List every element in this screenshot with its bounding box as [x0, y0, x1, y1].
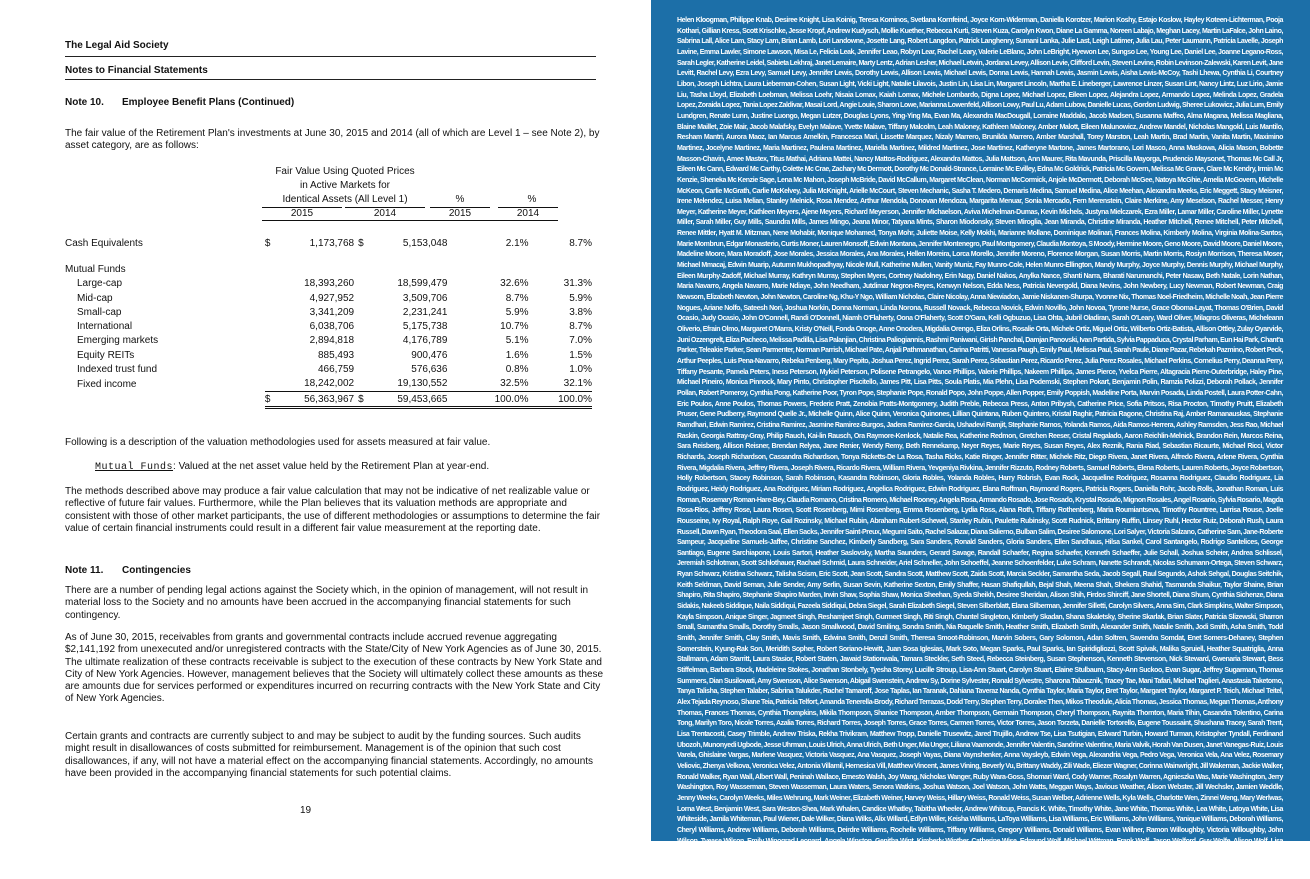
value-2015: 885,493: [317, 349, 355, 361]
value-2014: 4,176,789: [402, 335, 448, 347]
note11-paragraph-3: Certain grants and contracts are currently subject to and may be subject to audit by the funding sources. Such audits might result in disallowances of costs submitted for reimbursement. Management is of the opinion that such cost disallowances, if any, will not have a material effect on the accompanying financial statements. Accordingly, no amounts have been provided in the accompanying financial statements for such potential claims.: [65, 731, 594, 779]
value-2015: 18,242,002: [304, 378, 355, 390]
pct-2014: 32.1%: [563, 378, 592, 390]
note11-paragraph-2: As of June 30, 2015, receivables from grants and governmental contracts include accrued revenue aggregating $2,141,192 from unexecuted and/or unregistered contracts with the State/City of New York Agencies as of June 30, 2015. The ultimate realization of these contracts receivable is subject to the execution of these contracts by New York State and City of New York Agencies. However, management believes that the Society will ultimately collect these amounts as these are amounts due for services performed or expenditures incurred on recurring contracts with the New York State and City of New York Agencies.: [65, 632, 604, 705]
note11-paragraph-1: There are a number of pending legal actions against the Society which, in the opinion of management, will not result in material loss to the Society and no amounts have been accrued in the accompanying financial statements for such contingency.: [65, 585, 589, 621]
table-row: [65, 291, 592, 305]
total-pct-2014: 100.0%: [529, 391, 592, 407]
pct-2014: 7.0%: [569, 335, 592, 347]
value-2014: 2,231,241: [402, 306, 448, 318]
cash-pct-2015: 2.1%: [505, 237, 529, 249]
value-2015: 3,341,209: [309, 306, 355, 318]
pct-2015: 10.7%: [500, 321, 529, 333]
row-label: Equity REITs: [77, 349, 135, 361]
pct-2015: 5.9%: [505, 306, 529, 318]
table-row: [65, 236, 592, 250]
mutual-funds-text: : Valued at the net asset value held by the Retirement Plan at year-end.: [173, 461, 490, 472]
fair-value-header-line2: in Active Markets for: [299, 180, 391, 191]
row-label: Indexed trust fund: [77, 364, 158, 376]
table-row: [65, 277, 592, 291]
table-row: [65, 348, 592, 362]
mutual-funds-term: Mutual Funds: [95, 462, 174, 473]
value-2014: 18,599,479: [397, 278, 448, 290]
fair-value-table: [65, 236, 592, 409]
cash-label: Cash Equivalents: [65, 237, 143, 249]
table-row: [65, 334, 592, 348]
pct-header-2015: %: [455, 194, 465, 205]
currency-symbol: $: [264, 237, 271, 249]
cash-2015: 1,173,768: [309, 237, 355, 249]
fair-value-header-line3: Identical Assets (All Level 1): [282, 194, 408, 205]
row-label: International: [77, 321, 133, 333]
page-number: 19: [300, 805, 312, 816]
value-2015: 6,038,706: [309, 321, 355, 333]
organization-name: The Legal Aid Society: [65, 40, 169, 51]
section-title: Notes to Financial Statements: [65, 65, 208, 76]
total-2014: 59,453,665: [370, 391, 451, 407]
note11-number: Note 11.: [65, 565, 104, 576]
note10-number: Note 10.: [65, 97, 104, 108]
pct-2014: 1.0%: [569, 364, 592, 376]
pct-2015: 8.7%: [505, 292, 529, 304]
cash-pct-2014: 8.7%: [569, 237, 592, 249]
pct-2014: 5.9%: [569, 292, 592, 304]
value-2014: 19,130,552: [397, 378, 448, 390]
fair-value-header-line1: Fair Value Using Quoted Prices: [275, 166, 415, 177]
table-row: [65, 362, 592, 376]
row-label: Fixed income: [77, 378, 137, 390]
year-header-2015: 2015: [262, 207, 342, 219]
year-header-2014: 2014: [345, 207, 425, 219]
pct-2014: 31.3%: [563, 278, 592, 290]
value-2014: 5,175,738: [402, 321, 448, 333]
section-divider: [65, 79, 596, 80]
value-2015: 18,393,260: [304, 278, 355, 290]
note11-heading: [65, 565, 191, 576]
row-label: Small-cap: [77, 306, 122, 318]
mutual-funds-label: Mutual Funds: [65, 263, 126, 275]
total-2015: 56,363,967: [277, 391, 358, 407]
table-row: [65, 319, 592, 333]
pct-2015: 32.5%: [500, 378, 529, 390]
row-label: Large-cap: [77, 278, 123, 290]
pct-year-header-2015: 2015: [430, 207, 490, 219]
financial-notes-page: [0, 0, 648, 841]
note10-title: Employee Benefit Plans (Continued): [122, 97, 295, 108]
pct-header-2014: %: [527, 194, 537, 205]
valuation-intro: Following is a description of the valuation methodologies used for assets measured at fair value.: [65, 437, 491, 448]
value-2014: 3,509,706: [402, 292, 448, 304]
note11-title: Contingencies: [122, 565, 191, 576]
total-pct-2015: 100.0%: [451, 391, 528, 407]
cash-2014: 5,153,048: [402, 237, 448, 249]
table-row: [65, 305, 592, 319]
value-2015: 2,894,818: [309, 335, 355, 347]
currency-symbol: $: [358, 237, 364, 249]
header-divider: [65, 56, 596, 57]
pct-2014: 3.8%: [569, 306, 592, 318]
pct-2015: 1.6%: [505, 349, 529, 361]
row-label: Mid-cap: [77, 292, 113, 304]
table-row: [65, 262, 592, 276]
note10-intro: The fair value of the Retirement Plan's investments at June 30, 2015 and 2014 (all of which are Level 1 – see Note 2), by asset category, are as follows:: [65, 128, 600, 152]
table-row: [65, 377, 592, 392]
pct-2014: 8.7%: [569, 321, 592, 333]
staff-names-panel: [651, 0, 1310, 877]
pct-2015: 32.6%: [500, 278, 529, 290]
value-2014: 900,476: [411, 349, 448, 361]
value-2015: 466,759: [317, 364, 355, 376]
mutual-funds-definition: [95, 461, 605, 474]
header-underline: [262, 220, 558, 221]
currency-symbol: $: [265, 391, 277, 407]
staff-names-list: Helen Kloogman, Philippe Knab, Desiree Knight, Lisa Koinig, Teresa Kominos, Svetlana Kornfeind, Joyce Korn-Widerman, Daniella Korotzer, Marion Koshy, Estajo Koslow, Hayley Koteen-Lichterman, Pooja Kothari, Gillian Kress, Scott Krischke, Jesse Kropf, Andrew Kudysch, Mollie Kuether, Rebecca Kurti, Steven Kuza, Carolyn Kwon, Diane La Gamma, Noreen Labajo, Meghan Lacey, Martin LaFalce, John Laino, Sabrina Lall, Alice Lam, Stacy Lam, Brian Lamb, Lori Landowne, Josette Lang, Robert Langdon, Patrick Langhenry, Sumani Lanka, Julie Last, Leigh Latimer, Julia Lau, Peter Laumann, Patricia Lavelle, Joseph Lavine, Emma Lawler, Simone Lawson, Misa Le, Felicia Leak, Jennifer Leao, Robyn Lear, Rachel Leary, Valerie LeBlanc, John LeBright, Hyewon Lee, Sungso Lee, Young Lee, Daniel Lee, Joanne Legano-Ross, Sarah Legler, Katherine Leidel, Sabieta Lekhraj, Janet Lemaire, Marty Lentz, Adrian Lesher, Michael Letwin, Jordana Levey, Allison Levie, Clifford Levin, Steven Levine, Robin Levinson-Zalewski, Karen Levit, Jane Levitt, Rachel Levy, Ezra Levy, Samuel Levy, Jennifer Lewis, Dorothy Lewis, Allison Lewis, Michael Lewis, Donna Lewis, Hannah Lewis, Jasmin Lewis, Aisha Lewis-McCoy, Tashi Lhewa, Cynthia Li, Courtney Libon, Joseph Lichtra, Laura Lieberman-Cohen, Susan Light, Vicki Light, Natalie Lilavois, Justin Lin, Lisa Lin, Margaret Lincoln, Martha E. Lineberger, Lawrence Linzer, Susan Lint, Nancy Lintz, Luz Lirio, Jamie Liu, Tasha Lloyd, Elizabeth Loebman, Melissa Loehr, Nisaia Lomax, Kaiah Lomax, Michele Lombardo, Digna Lopez, Michael Lopez, Eileen Lopez, Alejandra Lopez, Armando Lopez, Melinda Lopez, Gradela Lopez, Zoraida Lopez, Tania Lopez Zaldivar, Masai Lord, Angie Louie, Sharon Lowe, Marianna Lowenfeld, Allison Lowy, Paul Lu, Adam Lubow, Danielle Lucas, Gordon Ludwig, Sheree Lukowicz, Julia Lum, Emily Lundgren, Renate Lunn, Justine Luongo, Megan Lutzer, Douglas Lyons, Ying-Ying Ma, Evan Ma, Alexandra MacDougall, Lorraine Maddalo, Jacob Madsen, Susanna Maffeo, Alma Magana, Melissa Magliana, Blaine Maillet, Zoie Mair, Jacob Malafsky, Evelyn Malave, Yvette Malave, Tiffany Malcolm, Leah Maloney, Kathleen Maloney, Amber Malott, Eileen Malunowicz, Andrew Mandel, Nicholas Mangold, Luis Mantilo, Resham Mantri, Aurora Maoz, Ian Marcus Amelkin, Francesca Mari, Lissette Marquez, Nizaly Marrero, Brunilda Marrero, Amber Marshall, Torey Marston, Leah Martin, Brad Martin, Vanita Martin, Maximino Martinez, Jocelyne Martinez, Maria Martinez, Paulena Martinez, Mariella Martinez, Mildred Martinez, Jose Martinez, Katheryne Martone, James Martorano, Lori Masco, Anna Maskowa, Alicia Mason, Bobette Masson-Chavin, Amee Mastex, Titus Mathai, Adriana Mattei, Nancy Mattos-Rodriguez, Alexandra Mattos, Julia Mattson, Ann Maurer, Rita Mavunda, Priscilla Mayorga, Prudencio Maysonet, Thomas Mc Call Jr, Eileen Mc Cann, Edward Mc Carthy, Colette Mc Crae, Zachary Mc Dermott, Dorothy Mc Donald-Strance, Lorraine Mc Evilley, Edna Mc Goldrick, Patricia Mc Govern, Melissa Mc Grane, Clare Mc Kendry, Irmin Mc Kenzie, Sheneka Mc Kenzie Sage, Lena Mc Mahon, Joseph McBride, David McCallum, Margaret McClean, Norman McCormick, Anjole McDermott, Deborah McGee, Natoya McGhie, Amelia McGovern, Michelle McKeon, Carlie McGrath, Carlie McKelvey, Julia McKnight, Arielle McCourt, Steven Mechanic, Sasha T. Medero, Demaris Medina, Samuel Medina, Alice Meehan, Alexandra Meeks, Eric Meggett, Stacy Meisner, Irene Melendez, Luisa Melian, Stanley Melnick, Rosa Mendez, Arthur Mendola, Donovan Mendoza, Margarita Menuar, Sonia Mercado, Fern Merenstein, Claire Merkine, Amy Meselson, Rachel Messer, Henry Meyer, Katherine Meyer, Kathleen Meyers, Ajene Meyers, Richard Meyerson, Jennifer Michaelson, Aviva Michelman-Dumas, Kevin Michels, Justyna Mielczarek, Ezra Miller, Lamar Miller, Caroline Miller, Lynette Miller, Sarah Miller, Guy Mills, Saundra Mills, James Mingo, Jeana Minor, Tatyana Mints, Sharon Miodonsky, Steven Miroglia, Jean Miranda, Christine Miranda, Heather Mitchell, Renee Mitchell, Peter Mitchell, Renee Mittler, Hyatt M. Mitzman, Nene Mohabir, Monique Mohamed, Tonya Mohr, Juliette Moise, Kelly Mokhi, Marianne Mollane, Dominique Molinari, Frances Molina, Kimberly Molina, Virginia Molina-Santos, Marie Mombrun, Edgar Monasterio, Curtis Moner, Lauren Monsoff, Edwin Montana, Jennifer Montenegro, Paul Montgomery, Claudia Montoya, S Moody, Hermine Moore, Geno Moore, David Moore, Daniel Moore, Madeline Moore, Mara Moradoff, Jose Morales, Jessica Morales, Ana Morales, Hellen Moreira, Lorca Morello, Jennifer Moreno, Florence Morgan, Susan Morris, Martin Morris, Rosiyn Morrison, Theresa Moser, Michael Mmacaj, Edwin Muarip, Autumn Mukhopadhyay, Nicole Mull, Katherine Mullen, Vanity Muniz, Fay Munro-Cole, Helen Munro-Ellington, Mandy Murphy, Joyce Murphy, Dennis Murphy, Michael Murphy, Eileen Murphy-Zadoff, Michael Murray, Kathryn Murray, Stephen Myers, Cortney Nadolney, Erin Nagy, Daniel Nakos, Anylka Nance, Shanti Narra, Bharati Narumanchi, Peter Nasaw, Beth Natale, Lorin Nathan, Maria Navarro, Angela Navarro, Marie Ndiaye, John Needham, Jutdimar Negron-Reyes, Kenwyn Nelson, Edda Ness, Patricia Nevergold, Diana Nevins, John Newbery, Lucy Newman, Robert Newman, Craig Newsom, Elizabeth Newton, John Newton, Caroline Ng, Khu-Y Ngo, William Nicholas, Claire Nicolay, Anna Niewiadon, Jamie Niskanen-Shurpa, Yvonne Nix, Thomas Noel-Friedheim, Michelle Noah, Jean Pierre Nogues, Ariane Nolfo, Sateesh Nori, Joshua Norkin, Donna Norman, Linda Norona, Russell Novack, Rebecca Novick, Edwin Novillo, John Novoa, Tyrone Nurse, Grace Oboma-Layat, Thomas O'Brien, David Ocasio, Judy Ocasio, John O'Connell, Randi O'Donnell, Niamh O'Flaherty, Oona O'Flaherty, Scott O'Gara, Kelli Ogbuzuo, Lisa Ohta, Jubril Oladiran, Sarah O'Leary, Ward Oliver, Milagros Oliveras, Micheleann Oliverio, Efrain Olmo, Margaret O'Marra, Kristy O'Neill, Fonda Onoge, Anne Onodera, Migdalia Orengo, Eliza Orlins, Rosalie Orta, Michele Ortiz, Miguel Ortiz, Wilberto Ortiz-Batista, Allison Ottley, Zulay Oyarvide, Juni Ozzengrelt, Eliza Pacheco, Melissa Padilla, Lisa Palanjian, Christina Paliogiannis, Rashmi Paniwani, Girish Panchal, Damjan Panovski, Ivan Partida, Sylvia Pappaduca, Crystal Parham, Eun Hai Park, Chant'a Parker, Teleakie Parker, Sean Parmenter, Norman Parrish, Michael Pate, Anjali Pathmanathan, Carina Patritti, Vanessa Paugh, Emily Paul, Melissa Paul, Sarah Paule, Diane Pazar, Rebekah Pazmino, Robert Peck, Arthur Peeples, Luis Pena-Navarro, Rebeka Penberg, Mary Pepito, Joshua Perez, Ingrid Perez, Sarah Perez, Sebastian Perez, Ricardo Perez, Julia Perez Rosales, Michael Perkins, Cornelius Perry, Deanna Perry, Tiffany Pesante, Pamela Peters, Iness Peterson, Mykiel Peterson, Polisene Petrangelo, Vance Phillips, Valerie Phillips, Nakeem Phillips, James Pierce, Yvelca Pierre, Altagracia Pierre-Outerbridge, Haley Pine, Michael Pineiro, Monica Pinnock, Mary Pinto, Christopher Piscitello, James Pitt, Lisa Pitts, Soula Platis, Mia Plehn, Lisa Podemski, Stephen Pokart, Benjamin Polin, Ramzia Polizzi, Deborah Pollack, Jennifer Pollan, Robert Pomeroy, Cynthia Pong, Katherine Poor, Tyron Pope, Stephanie Pope, Ronald Popo, John Poppe, Allen Popper, Emily Poppish, Madeline Porta, Marvin Posada, Linda Postell, Laura Potter-Cahn, Eric Poulos, Anne Poulos, Thomas Powers, Frederic Pratt, Zenobia Pratts-Montgomery, Judith Preble, Rebecca Press, Anton Pribysh, Catherine Price, Sofia Pritsos, Risa Procton, Timothy Pruitt, Elizabeth Pruser, Gene Pudberry, Raymond Quelle Jr., Michelle Quinn, Alice Quinn, Veronica Quinones, Lillian Quintana, Ruben Quintero, Kristal Raghir, Patricia Ragone, Christina Raj, Amber Ramanauskas, Stephanie Ramdhari, Edwin Ramirez, Cristina Ramirez, Jasmine Ramirez-Burgos, Jadera Ramirez-Garcia, Ushadevi Ramjit, Stephanie Ramos, Yolanda Ramos, Aida Ramos-Herrera, Ashley Ramsden, Jess Rao, Michael Raskin, Georgia Rattray-Gray, Philip Rauch, Kai-lin Rausch, Ora Raymore-Kenlock, Natalie Rea, Katherine Redmon, Gretchen Reeser, Cristal Regalado, Aaron Reichlin-Melnick, Brandon Rein, Marcos Reina, Sara Reisberg, Allison Reisner, Brendan Relyea, Jane Renier, Wendy Remy, Beth Rennekamp, Neyer Reyes, Marie Reyes, Susan Reyes, Alex Reznik, Rania Riad, Sebastian Ricaurte, Michael Ricci, Victor Richards, Joseph Richardson, Cassandra Richardson, Tonya Ricketts-De La Rosa, Tasha Ricks, Katie Ringer, Jennifer Ritter, Michele Ritz, Diego Rivera, Janet Rivera, Alfredo Rivera, Arlene Rivera, Cynthia Rivera, Migdalia Rivera, Jeffrey Rivera, Joseph Rivera, Ricardo Rivera, William Rivera, Yevgeniya Rivkina, Jennifer Rizzuto, Rodney Roberts, Samuel Roberts, Elena Roberts, Lauren Roberts, Joyce Robertson, Holly Robertson, Stacey Robinson, Sarah Robinson, Kasandra Robinson, Gloria Robles, Yolanda Robles, Harry Robrish, Evan Rock, Jacqueline Rodriguez, Rosanna Rodriguez, Claudio Rodriguez, Lia Rodriguez, Heidy Rodriguez, Ana Rodriguez, Miriam Rodriguez, Angelica Rodriguez, Edwin Rodriguez, Elana Roffman, Raymond Rogers, Patricia Rogers, Daniella Rohr, Jacob Rolls, Jonathan Roman, Luis Roman, Rosemary Roman-Hare-Bey, Claudia Romano, Cristina Romero, Michael Rooney, Angela Rosa, Armando Rosado, Jose Rosado, Krystal Rosado, Mignon Rosales, Angel Rosario, Sylvia Rosario, Magda Rosa-Rios, Jeffrey Rose, Laura Rosen, Scott Rosenberg, Mimi Rosenberg, Emma Rosenberg, Lydia Ross, Alana Roth, Tiffany Rothenberg, Maria Roumiantseva, Timothy Rountree, Larrisa Rouse, Joelle Rousseine, Ivy Royal, Ralph Roye, Gail Rozinsky, Michael Rubin, Abraham Rubert-Schewel, Stanley Rubin, Paulette Rubinsky, Scott Rudnick, Brittany Ruffin, Linsey Ruhl, Hector Ruiz, Deborah Rush, Laura Russell, Dawn Ryan, Theodora Saal, Ellen Sacks, Jennifer Saint-Preux, Megumi Saito, Rachel Salazar, Diana Salierno, Bulban Salim, Desiree Salomone, Lori Salyer, Victoria Salzano, Catherine Sam, Jane-Roberte Sampeur, Jacqueline Samuels-Jaffee, Christine Sanchez, Kimberly Sandberg, Sara Sanders, Ronald Sanders, Gloria Sanders, Ellen Sandhaus, Hilsa Sankel, Carol Santangelo, Rodrigo Santelices, George Santiago, Eugene Sarchiapone, Louis Sartori, Heather Saslovsky, Martha Saunders, Gerard Savage, Randall Schaefer, Regina Schaefer, Kenneth Schaeffer, Julie Schall, Joshua Scheier, Andrea Schlissel, Jeremiah Schlotman, Scott Schlothauer, Rachael Schmid, Laura Schneider, Ariel Schneller, John Schoeffel, Jeanne Schoenfelder, Luke Schram, Nanette Schrandt, Nicolas Schumann-Ortega, Steven Schwarz, Ryan Schwarz, Kristina Schwarz, Talisha Scism, Eric Scott, Jean Scott, Sandra Scott, Matthew Scott, Zaida Scott, Marcia Seckler, Samantha Seda, Jacob Segall, Raul Segundo, Ashok Sehgal, Douglas Seitchik, Keith Seldman, David Seman, Julie Sender, Amy Serlin, Susan Sevin, Katherine Sexton, Emily Shaffer, Hasan Shafiqullah, Bejal Shah, Meena Shah, Shekera Shahid, Tasmanda Shaikur, Taylor Shaine, Brian Shapiro, Rita Shapiro, Stephanie Shapiro Marden, Irwin Shaw, Sophia Shaw, Monica Sheehan, Syeda Sheikh, Desiree Sheridan, Alison Shih, Firdos Shirciff, Jane Shortell, Diana Shum, Cynthia Sichenze, Diana Sidakis, Nakeeb Siddique, Naila Siddiqui, Fazeela Siddiqui, Debra Siegel, Sarah Elizabeth Siegel, Steven Silberblatt, Elana Silberman, Jennifer Silletti, Carolyn Silvers, Anna Sim, Clark Simpkins, Walter Simpson, Kayla Simpson, Anique Singer, Jagmeet Singh, Reshamjeet Singh, Gurmeet Singh, Riti Singh, Chantel Singleton, Kimberly Skadan, Shana Skaletsky, Sherine Skarlak, Brian Slater, Patricia Slizewski, Sharron Small, Samantha Smalls, Dorothy Smalls, Jason Smallwood, David Smiling, Sondra Smith, Nia Raquelle Smith, Heather Smith, Elizabeth Smith, Alexander Smith, Natalie Smith, Jodi Smith, Asha Smith, Todd Smith, Jennifer Smith, Clay Smith, Mavis Smith, Edwina Smith, Denzil Smith, Theresa Smoot-Robinson, Marvin Sobers, Gary Solomon, Adan Soltren, Savendra Somdat, Enet Somers-Dehaney, Stephen Somerstein, Kyung-Rak Son, Meridith Sopher, Robert Soriano-Hewitt, Juan Sosa Iglesias, Mark Soto, Megan Sparks, Paul Sparks, Ian Spiridigliozzi, Scott Spivak, Malika Spruiell, Heather Squatriglia, Anna Stallmann, Adam Starritt, Laura Stasior, Robert Staten, Jawaid Stationwala, Tamara Steckler, Seth Steed, Rebecca Steinberg, Susan Stephenson, Kenneth Stevenson, Nick Steward, Gwenaria Stewart, Bess Stiffelman, Barbara Stock, Madeleine Stokes, Jonathan Stonbely, Tyesha Storey, Lucille Stroup, Lisa-Ann Stuart, Carolyn Stuart, Elaine Stulbaum, Stacy-Ann Suckoo, Evan Sugar, Jeffrey Sugarman, Thomas Summers, Dian Susilowati, Amy Swenson, Alice Swenson, Abigail Swenstein, Andrew Sy, Dorine Sylvester, Ronald Sylvestre, Sharona Tabacznik, Tracey Tae, Mani Tafari, Michael Taglieri, Anastasia Taketomo, Tanya Talisha, Stephen Talaber, Sabrina Talukder, Rachel Tamaroff, Jose Taplas, Ian Taranak, Dahiana Taveraz Nanda, Cynthia Taylor, Maria Taylor, Bret Taylor, Margaret Taylor, Margaret P. Teich, Michael Teitel, Alex Tejada Reynoso, Shane Teia, Patricia Telfort, Amanda Tenerella-Brody, Richard Terrazas, Dodd Terry, Stephen Terry, Doralee Then, Mikos Theodule, Alicia Thomas, Jessica Thomas, Megan Thomas, Anthony Thomas, Frances Thomas, Cynthia Thompkins, Mikila Thompson, Shanice Thompson, Amber Thompson, Germain Thompson, Cheryl Thompson, Raynita Thornton, Maria Tihin, Casandra Tolentino, Carina Tong, Marilyn Toro, Nicole Torres, Azalia Torres, Richard Torres, Joseph Torres, Grace Torres, Carmen Torres, Victor Torres, Jason Torzeta, Danielle Tortorello, Eugene Toussaint, Shushana Tracey, Sarah Trent, Lisa Trentacosti, Casey Trimble, Andrew Triska, Rekha Trivikram, Matthew Tropp, Danielle Trusewitz, Jared Trujillo, Andrew Tse, Lisa Tsutigian, Edward Turbin, Howard Turman, Kristopher Tyndall, Ferdinand Ubozoh, Munonyedi Ugbode, Jesse Uhrman, Louis Ulrich, Anna Ulrich, Beth Unger, Mia Unger, Liliana Vaamonde, Jennifer Valentin, Sandrine Valentine, Maria Valvik, Horah Van Dusen, Janet Vanegas-Ruiz, Louis Varela, Ghislaine Vargas, Marlene Vasquez, Victoria Vasquez, Ana Vasquez, Joseph Vayas, Diana Vaynshenker, Anna Vaysleyb, Edwin Vega, Alexandria Vega, Pedro Vega, Veronica Vela, Ana Velez, Rosemary Veliovic, Zhenya Velkova, Veronica Velez, Antonia Villamil, Hernesica Vill, Matthew Vincent, James Vining, Beverly Vu, Brittany Waddy, Zili Wade, Eliezer Wagner, Corinna Wainwright, Jill Wakeman, Jackie Walker, Ronald Walker, Ryan Wall, Albert Wall, Peninah Wallace, Ernesto Walsh, Joy Wang, Nicholas Wanger, Ruby Wara-Goss, Shomari Ward, Cody Warner, Rosalyn Warren, Agnieszka Was, Marie Washington, Jerry Washington, Roy Wasserman, Steven Wasserman, Laura Waters, Senora Watkins, Joshua Watson, Joel Watson, John Watts, Meggan Ways, Javious Weather, Alison Webster, Jill Wechsler, Jamien Weddle, Jenny Weeks, Carolyn Weeks, Miles Wehrung, Mark Weiner, Elizabeth Weiner, Harvey Weiss, Hillary Weiss, Ronald Weiss, Susan Welber, Adrienne Wells, Kyla Wells, Charlotte Wen, Zinnei Weng, Mary Werlwas, Lorna West, Benjamin West, Sara Weston-Shea, Mark Whalen, Candice Whatley, Tabitha Wheeler, Andrew Whitcup, Francis K. White, Timothy White, Jane White, Thomas White, Lea White, Latoya White, Lisa Whiteside, Jamila Whiteman, Paul Wiener, Dale Wilker, Diana Wilks, Alix Willard, Edlyn Willer, Keisha Williams, LaToya Williams, Lisa Williams, Eric Williams, John Williams, Yanique Williams, Deborah Williams, Cheryl Williams, Andrew Williams, Deborah Williams, Deirdre Williams, Rochelle Williams, Tiffany Williams, Gregory Williams, Donald Williams, Evan Willner, Ramon Willoughby, Victoria Willoughby, John Wilson, Tyease Wilson, Emily Winograd Leonard, Angela Winston, Genitha Wint, Kimberly Winther, Catherine Wise, Edmund Wolf, Michael Wittman, Frank Wolf, Jason Wolford, Guy Wolfe, Alison Wolf, Lisa Wolfe, Wolfson, Ermuel Woltz, Sherry Wong, Chris Wong, Cynthia Wolpert, Jennwine Wong, Reda Woodcock, Makeysha Woodman, William Woods, Latoya Woods, Susan Woodward, Emma Wright, Deborah Wright, Kahliah Wright, John Wroblewski, Jin Wu, Jason Wu, Catherianne Wyly, Boris Yankovich, Karen Yazmajian, Erin Yoeli, Chris Yong, Sarah Young, Michelle Younger, Rachel Younger, Susan Yousefi, William Yukstas, Amanda Zane, Azadeh Zarrabi, Mary Zaslofsky, Nicole Zayas, Milton Zelermyer, Andrei Zlabkin, Marnie Zien: [677, 17, 1283, 877]
pct-2014: 1.5%: [569, 349, 592, 361]
pct-2015: 0.8%: [505, 364, 529, 376]
value-2014: 576,636: [411, 364, 448, 376]
methods-paragraph: The methods described above may produce a fair value calculation that may not be indicative of net realizable value or reflective of future fair values. Furthermore, while the Plan believes that its valuation methods are appropriate and consistent with those of other market participants, the use of different methodologies or assumptions to determine the fair value of certain financial instruments could result in a different fair value measurement at the reporting date.: [65, 486, 601, 534]
note10-heading: [65, 97, 294, 108]
pct-year-header-2014: 2014: [498, 207, 558, 219]
value-2015: 4,927,952: [309, 292, 355, 304]
pct-2015: 5.1%: [505, 335, 529, 347]
total-row: [65, 391, 592, 407]
currency-symbol: $: [358, 391, 370, 407]
row-label: Emerging markets: [77, 335, 159, 347]
